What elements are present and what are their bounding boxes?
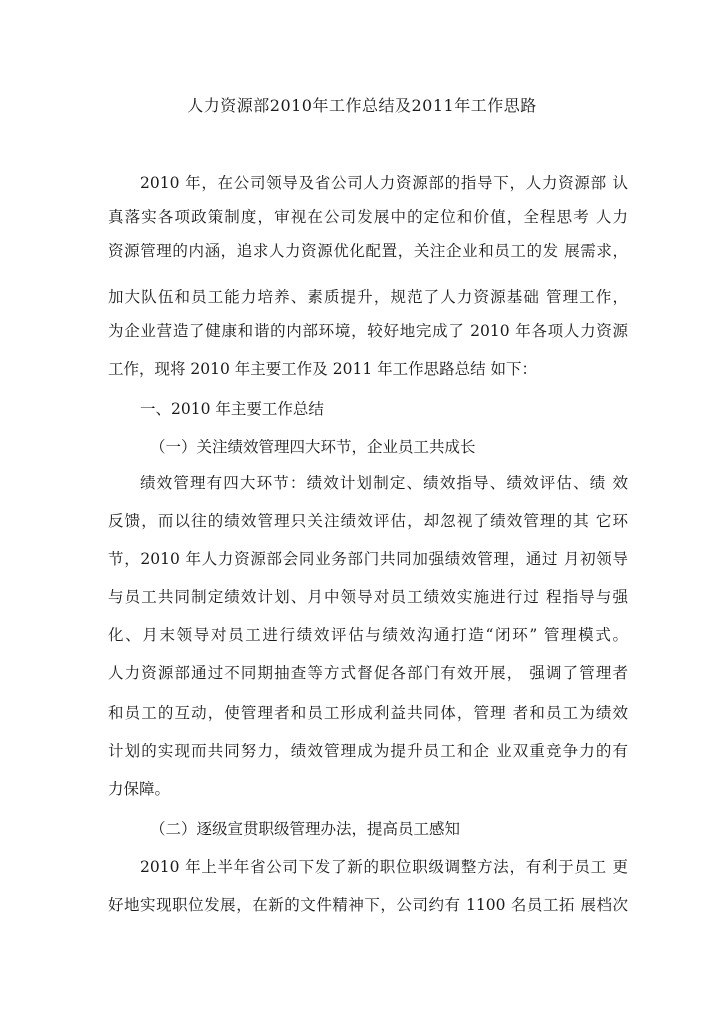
paragraph-line: 2010 年，在公司领导及省公司人力资源部的指导下，人力资源部 认: [140, 174, 628, 192]
paragraph-line: 真落实各项政策制度，审视在公司发展中的定位和价值，全程思考 人力: [108, 208, 628, 226]
subsection-heading: （二）逐级宣贯职级管理办法，提高员工感知: [150, 820, 461, 838]
paragraph-line: 计划的实现而共同努力，绩效管理成为提升员工和企 业双重竞争力的有: [108, 742, 628, 760]
paragraph-line: 化、月末领导对员工进行绩效评估与绩效沟通打造“闭环” 管理模式。: [108, 626, 628, 644]
paragraph-line: 加大队伍和员工能力培养、素质提升，规范了人力资源基础 管理工作，: [108, 288, 628, 306]
paragraph-line: 资源管理的内涵，追求人力资源优化配置，关注企业和员工的发 展需求，: [108, 242, 628, 260]
paragraph-line: 绩效管理有四大环节：绩效计划制定、绩效指导、绩效评估、绩 效: [140, 474, 628, 492]
section-heading: 一、2010 年主要工作总结: [140, 400, 324, 418]
paragraph-line: 2010 年上半年省公司下发了新的职位职级调整方法，有利于员工 更: [140, 858, 628, 876]
paragraph-line: 和员工的互动，使管理者和员工形成利益共同体，管理 者和员工为绩效: [108, 704, 628, 722]
paragraph-line: 好地实现职位发展，在新的文件精神下，公司约有 1100 名员工拓 展档次: [108, 896, 628, 914]
subsection-heading: （一）关注绩效管理四大环节，企业员工共成长: [150, 438, 476, 456]
paragraph-line: 工作，现将 2010 年主要工作及 2011 年工作思路总结 如下：: [108, 360, 538, 378]
paragraph-line: 与员工共同制定绩效计划、月中领导对员工绩效实施进行过 程指导与强: [108, 588, 628, 606]
document-title: 人力资源部2010年工作总结及2011年工作思路: [187, 96, 537, 115]
paragraph-line: 为企业营造了健康和谐的内部环境，较好地完成了 2010 年各项人力资源: [108, 322, 628, 340]
paragraph-line: 反馈，而以往的绩效管理只关注绩效评估，却忽视了绩效管理的其 它环: [108, 512, 628, 530]
paragraph-line: 节，2010 年人力资源部会同业务部门共同加强绩效管理，通过 月初领导: [108, 550, 628, 568]
paragraph-line: 人力资源部通过不同期抽查等方式督促各部门有效开展， 强调了管理者: [108, 664, 628, 682]
paragraph-line: 力保障。: [108, 780, 171, 798]
